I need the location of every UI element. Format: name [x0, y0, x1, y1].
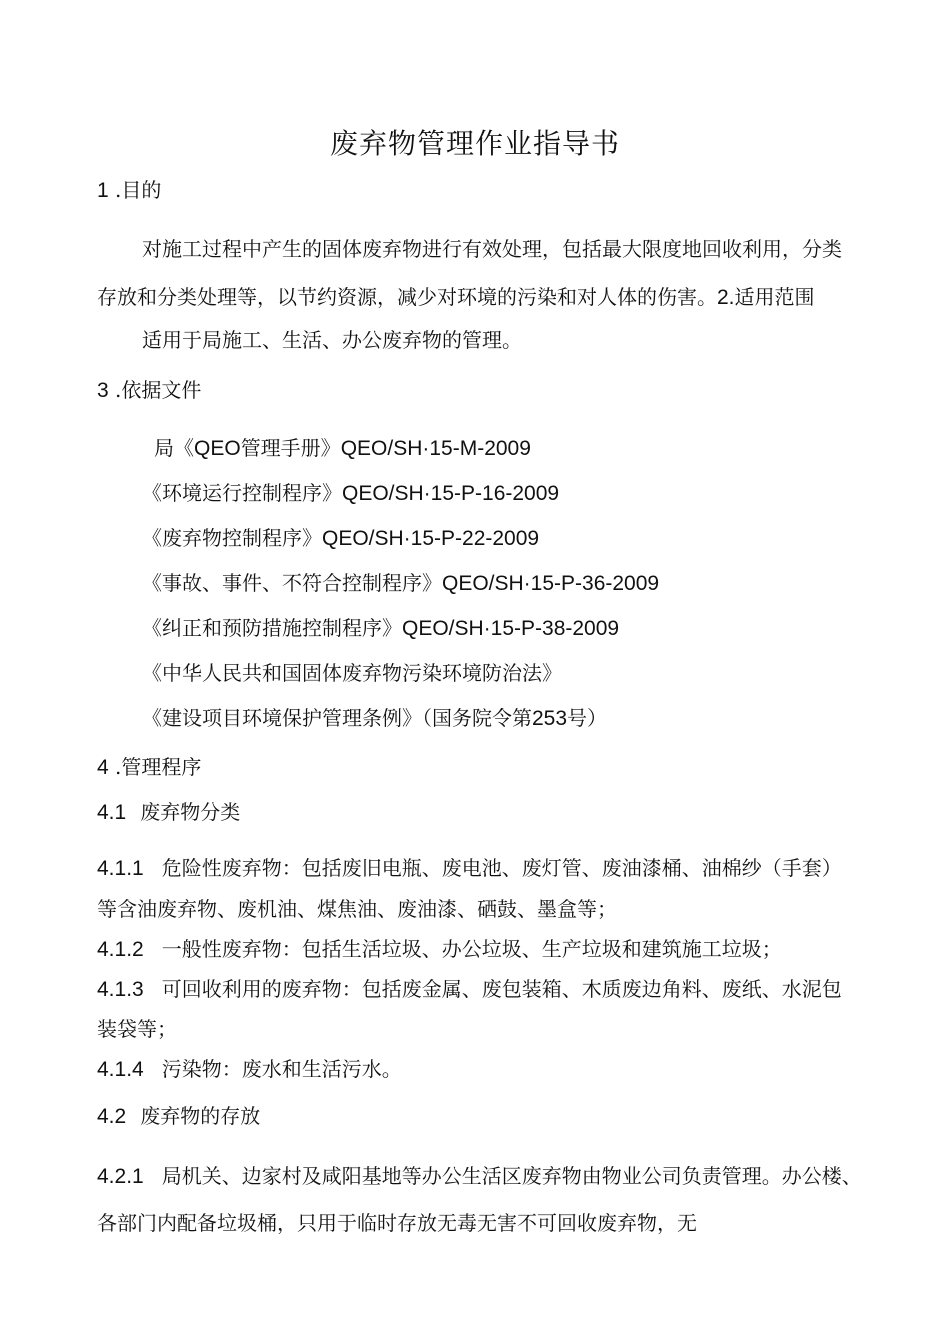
section-3-heading: 3 .依据文件: [97, 378, 202, 402]
section-4-1-4: 4.1.4 污染物：废水和生活污水。: [97, 1057, 402, 1081]
reference-item: 《纠正和预防措施控制程序》QEO/SH·15-P-38-2009: [142, 616, 620, 640]
section-4-1-1-line-1: 4.1.1 危险性废弃物：包括废旧电瓶、废电池、废灯管、废油漆桶、油棉纱（手套）: [97, 856, 842, 880]
document-title: 废弃物管理作业指导书: [329, 127, 620, 160]
section-4-1-1-line-2: 等含油废弃物、废机油、煤焦油、废油漆、硒鼓、墨盒等；: [97, 897, 617, 921]
section-4-1-heading: 4.1 废弃物分类: [97, 800, 241, 824]
section-1-heading: 1 .目的: [97, 178, 162, 202]
purpose-paragraph-line-2: 存放和分类处理等，以节约资源，减少对环境的污染和对人体的伤害。2.适用范围: [97, 285, 815, 309]
scope-paragraph: 适用于局施工、生活、办公废弃物的管理。: [142, 328, 522, 352]
reference-item: 《环境运行控制程序》QEO/SH·15-P-16-2009: [142, 481, 560, 505]
reference-item: 《事故、事件、不符合控制程序》QEO/SH·15-P-36-2009: [142, 571, 660, 595]
section-2-heading: 适用范围: [734, 285, 815, 309]
section-4-2-1-line-2: 各部门内配备垃圾桶，只用于临时存放无毒无害不可回收废弃物，无: [97, 1211, 697, 1235]
section-4-1-3-line-2: 装袋等；: [97, 1017, 177, 1041]
section-4-1-2: 4.1.2 一般性废弃物：包括生活垃圾、办公垃圾、生产垃圾和建筑施工垃圾；: [97, 937, 782, 961]
reference-item: 《建设项目环境保护管理条例》（国务院令第253号）: [142, 706, 608, 730]
reference-item: 《中华人民共和国固体废弃物污染环境防治法》: [142, 661, 562, 685]
section-4-1-3-line-1: 4.1.3 可回收利用的废弃物：包括废金属、废包装箱、木质废边角料、废纸、水泥包: [97, 977, 842, 1001]
reference-item: 局《QEO管理手册》QEO/SH·15-M-2009: [154, 436, 531, 460]
section-2-number: 2.: [717, 286, 735, 309]
reference-item: 《废弃物控制程序》QEO/SH·15-P-22-2009: [142, 526, 540, 550]
section-4-2-heading: 4.2 废弃物的存放: [97, 1104, 261, 1128]
section-4-2-1-line-1: 4.2.1 局机关、边家村及咸阳基地等办公生活区废弃物由物业公司负责管理。办公楼、: [97, 1164, 862, 1188]
section-4-heading: 4 .管理程序: [97, 755, 202, 779]
purpose-paragraph-line-1: 对施工过程中产生的固体废弃物进行有效处理，包括最大限度地回收利用，分类: [142, 237, 842, 261]
